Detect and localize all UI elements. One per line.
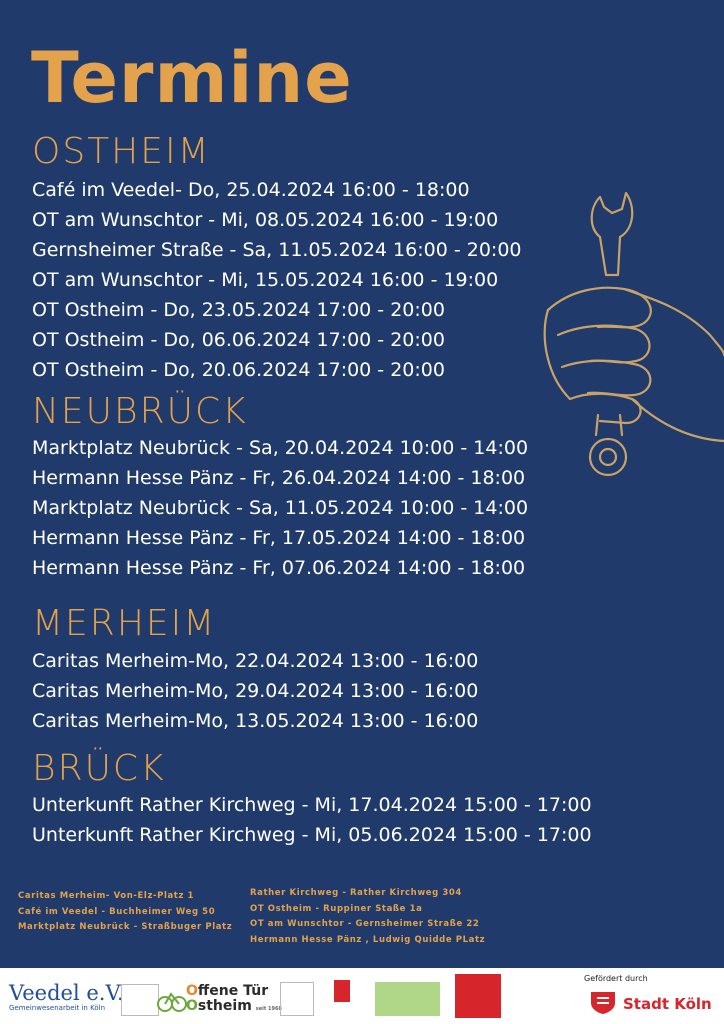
list-item: Marktplatz Neubrück - Sa, 20.04.2024 10:00 - 14:00: [32, 437, 529, 459]
list-item: Caritas Merheim-Mo, 22.04.2024 13:00 - 16:00: [32, 650, 479, 672]
list-item: Hermann Hesse Pänz - Fr, 26.04.2024 14:00 - 18:00: [32, 467, 526, 489]
funding-label: Gefördert durch: [584, 974, 648, 983]
list-item: Café im Veedel- Do, 25.04.2024 16:00 - 18:00: [32, 179, 470, 201]
merheim-list: [32, 646, 478, 736]
hand-wrench-illustration: [540, 185, 724, 485]
list-item: Hermann Hesse Pänz - Fr, 07.06.2024 14:00 - 18:00: [32, 557, 526, 579]
hermann-hesse-paenz-logo: [375, 982, 440, 1016]
list-item: OT am Wunschtor - Mi, 08.05.2024 16:00 - 19:00: [32, 209, 499, 231]
partner-logo: [121, 984, 159, 1016]
ostheim-list: [32, 175, 522, 385]
list-item: OT Ostheim - Do, 20.06.2024 17:00 - 20:00: [32, 359, 445, 381]
list-item: OT am Wunschtor - Mi, 15.05.2024 16:00 - 19:00: [32, 269, 499, 291]
neubrueck-list: [32, 433, 528, 583]
bicycle-logo: [157, 986, 187, 1014]
address-item: Caritas Merheim- Von-Elz-Platz 1: [18, 891, 195, 901]
brueck-list: [32, 790, 592, 850]
section-heading-ostheim: OSTHEIM: [32, 131, 211, 172]
list-item: Caritas Merheim-Mo, 29.04.2024 13:00 - 16:00: [32, 680, 479, 702]
stadt-koeln-label: Stadt Köln: [623, 995, 712, 1013]
section-heading-neubrueck: NEUBRÜCK: [32, 391, 248, 432]
address-item: OT Ostheim - Ruppiner Staße 1a: [250, 903, 423, 914]
address-item: Marktplatz Neubrück - Straßbuger Platz: [18, 922, 233, 932]
caritas-merheim-logo: [455, 974, 501, 1018]
address-item: Rather Kirchweg - Rather Kirchweg 304: [250, 888, 462, 898]
offene-tuer-ostheim-logo: Offene Tür Ostheim seit 1968: [186, 983, 282, 1014]
list-item: Marktplatz Neubrück - Sa, 11.05.2024 10:00 - 14:00: [32, 497, 529, 519]
list-item: OT Ostheim - Do, 23.05.2024 17:00 - 20:00: [32, 299, 445, 321]
section-heading-merheim: MERHEIM: [32, 603, 217, 644]
list-item: Unterkunft Rather Kirchweg - Mi, 17.04.2024 15:00 - 17:00: [32, 794, 592, 816]
address-item: OT am Wunschtor - Gernsheimer Straße 22: [250, 919, 480, 929]
section-heading-brueck: BRÜCK: [32, 748, 166, 789]
list-item: Caritas Merheim-Mo, 13.05.2024 13:00 - 16:00: [32, 710, 479, 732]
list-item: Gernsheimer Straße - Sa, 11.05.2024 16:00 - 20:00: [32, 239, 522, 261]
koeln-crest-icon: [588, 989, 618, 1015]
footer-logos: [0, 968, 724, 1024]
list-item: OT Ostheim - Do, 06.06.2024 17:00 - 20:00: [32, 329, 445, 351]
address-item: Hermann Hesse Pänz , Ludwig Quidde PLatz: [250, 934, 486, 945]
caritas-cross-logo: [334, 980, 350, 1002]
buergerverein-logo: [280, 982, 314, 1016]
list-item: Unterkunft Rather Kirchweg - Mi, 05.06.2024 15:00 - 17:00: [32, 824, 592, 846]
address-item: Café im Veedel - Buchheimer Weg 50: [18, 906, 216, 917]
address-list-left: [18, 889, 232, 936]
list-item: Hermann Hesse Pänz - Fr, 17.05.2024 14:00 - 18:00: [32, 527, 526, 549]
address-list-right: [250, 886, 485, 948]
veedel-logo: Veedel e.V. Gemeinwesenarbeit in Köln: [9, 981, 124, 1012]
page-title: Termine: [31, 37, 353, 119]
